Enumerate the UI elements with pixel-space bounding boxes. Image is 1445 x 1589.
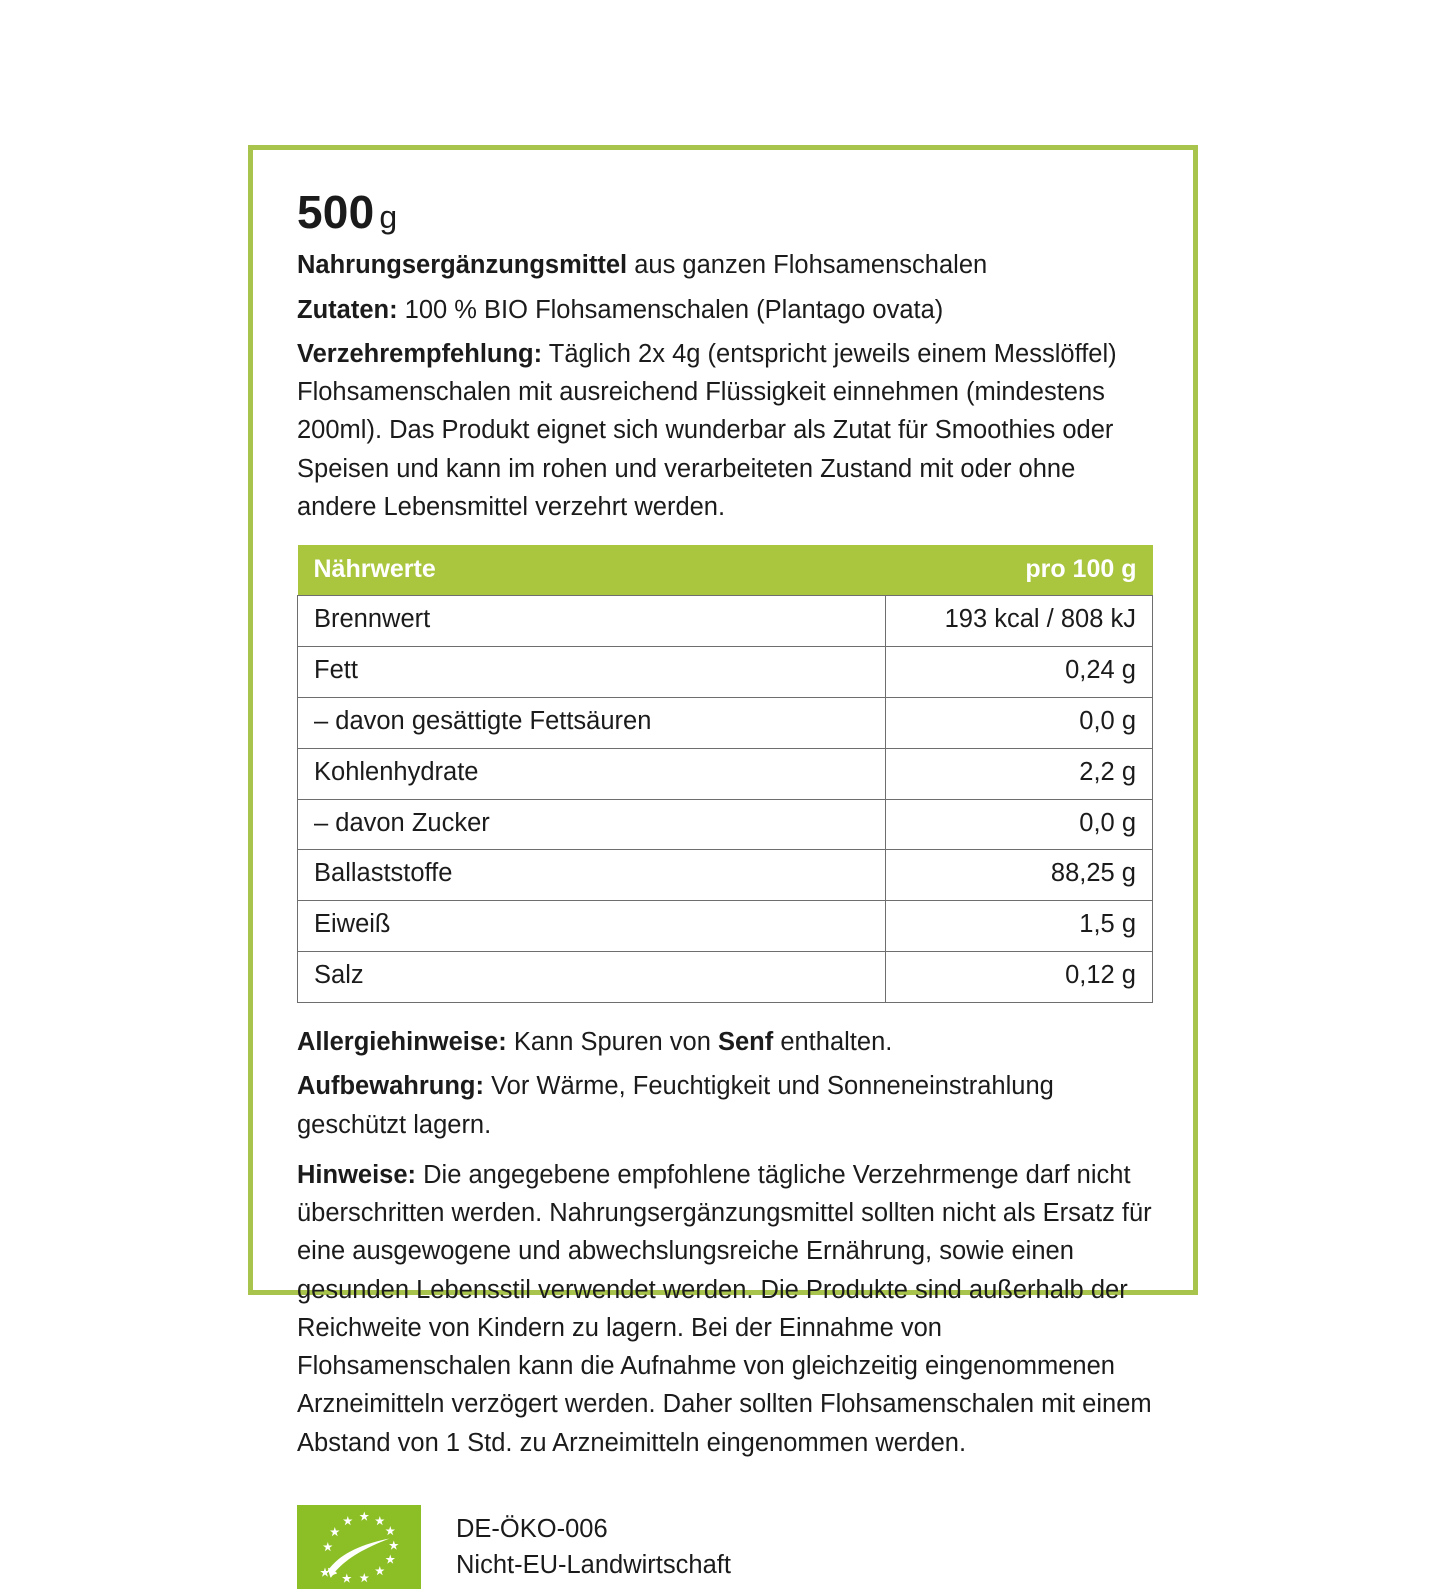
eu-organic-leaf-icon <box>297 1505 421 1589</box>
storage-note <box>297 1067 1154 1144</box>
nutrient-value: 193 kcal / 808 kJ <box>886 596 1153 647</box>
allergy-text-before: Kann Spuren von <box>506 1028 718 1057</box>
table-row <box>298 952 1153 1003</box>
organic-caption <box>456 1511 731 1583</box>
organic-origin: Nicht-EU-Landwirtschaft <box>456 1550 731 1579</box>
net-weight-unit: g <box>379 199 398 235</box>
allergy-note <box>297 1023 1154 1061</box>
nutrient-value: 0,0 g <box>886 799 1153 850</box>
storage-value: Vor Wärme, Feuchtigkeit und Sonneneinstrahlung geschützt lagern. <box>297 1072 1054 1139</box>
nutrition-header-name: Nährwerte <box>298 545 886 596</box>
nutrient-name: Fett <box>298 646 886 697</box>
table-row <box>298 799 1153 850</box>
nutrition-table-body <box>298 596 1153 1003</box>
ingredients-line <box>297 291 1154 329</box>
nutrient-value: 2,2 g <box>886 748 1153 799</box>
ingredients-value: 100 % BIO Flohsamenschalen (Plantago ovata) <box>397 295 944 324</box>
product-subtitle <box>297 246 1154 284</box>
organic-control-code: DE-ÖKO-006 <box>456 1514 608 1543</box>
label-content <box>297 188 1154 1589</box>
nutrient-name: Brennwert <box>298 596 886 647</box>
net-weight-number: 500 <box>297 186 375 238</box>
nutrient-name: – davon gesättigte Fettsäuren <box>298 697 886 748</box>
nutrient-value: 0,24 g <box>886 646 1153 697</box>
table-row <box>298 646 1153 697</box>
general-notes <box>297 1156 1154 1462</box>
product-label-frame <box>248 145 1198 1579</box>
nutrient-value: 88,25 g <box>886 850 1153 901</box>
nutrition-table-header-row <box>298 545 1153 596</box>
organic-certification-block <box>297 1505 1154 1589</box>
nutrient-name: Salz <box>298 952 886 1003</box>
table-row <box>298 697 1153 748</box>
ingredients-label: Zutaten: <box>297 295 398 324</box>
notes-label: Hinweise: <box>297 1160 417 1189</box>
allergen-name: Senf <box>717 1028 774 1057</box>
nutrient-value: 0,12 g <box>886 952 1153 1003</box>
dosage-recommendation <box>297 335 1154 526</box>
nutrition-facts-table <box>297 545 1153 1003</box>
nutrient-value: 1,5 g <box>886 901 1153 952</box>
nutrient-name: – davon Zucker <box>298 799 886 850</box>
product-subtitle-rest: aus ganzen Flohsamenschalen <box>627 251 988 280</box>
notes-value: Die angegebene empfohlene tägliche Verzehrmenge darf nicht überschritten werden. Nahrungsergänzungsmittel sollten nicht als Ersatz für eine ausgewogene und abwechslungsreiche Ernährung, sowie einen gesunden Lebensstil verwendet werden. Die Produkte sind außerhalb der Reichweite von Kindern zu lagern. Bei der Einnahme von Flohsamenschalen kann die Aufnahme von gleichzeitig eingenommenen Arzneimitteln verzögert werden. Daher sollten Flohsamenschalen mit einem Abstand von 1 Std. zu Arzneimitteln eingenommen werden. <box>297 1160 1152 1457</box>
allergy-text-after: enthalten. <box>773 1028 893 1057</box>
table-row <box>298 901 1153 952</box>
allergy-label: Allergiehinweise: <box>297 1028 507 1057</box>
nutrition-header-value: pro 100 g <box>886 545 1153 596</box>
nutrient-name: Eiweiß <box>298 901 886 952</box>
net-weight <box>297 188 1154 236</box>
table-row <box>298 850 1153 901</box>
dosage-label: Verzehrempfehlung: <box>297 339 543 368</box>
table-row <box>298 748 1153 799</box>
nutrient-name: Ballaststoffe <box>298 850 886 901</box>
nutrient-name: Kohlenhydrate <box>298 748 886 799</box>
dosage-value: Täglich 2x 4g (entspricht jeweils einem Messlöffel) Flohsamenschalen mit ausreichend Flüssigkeit einnehmen (mindestens 200ml). Das Produkt eignet sich wunderbar als Zutat für Smoothies oder Speisen und kann im rohen und verarbeiteten Zustand mit oder ohne andere Lebensmittel verzehrt werden. <box>297 339 1117 521</box>
storage-label: Aufbewahrung: <box>297 1072 484 1101</box>
product-subtitle-lead: Nahrungsergänzungsmittel <box>297 251 628 280</box>
table-row <box>298 596 1153 647</box>
nutrient-value: 0,0 g <box>886 697 1153 748</box>
